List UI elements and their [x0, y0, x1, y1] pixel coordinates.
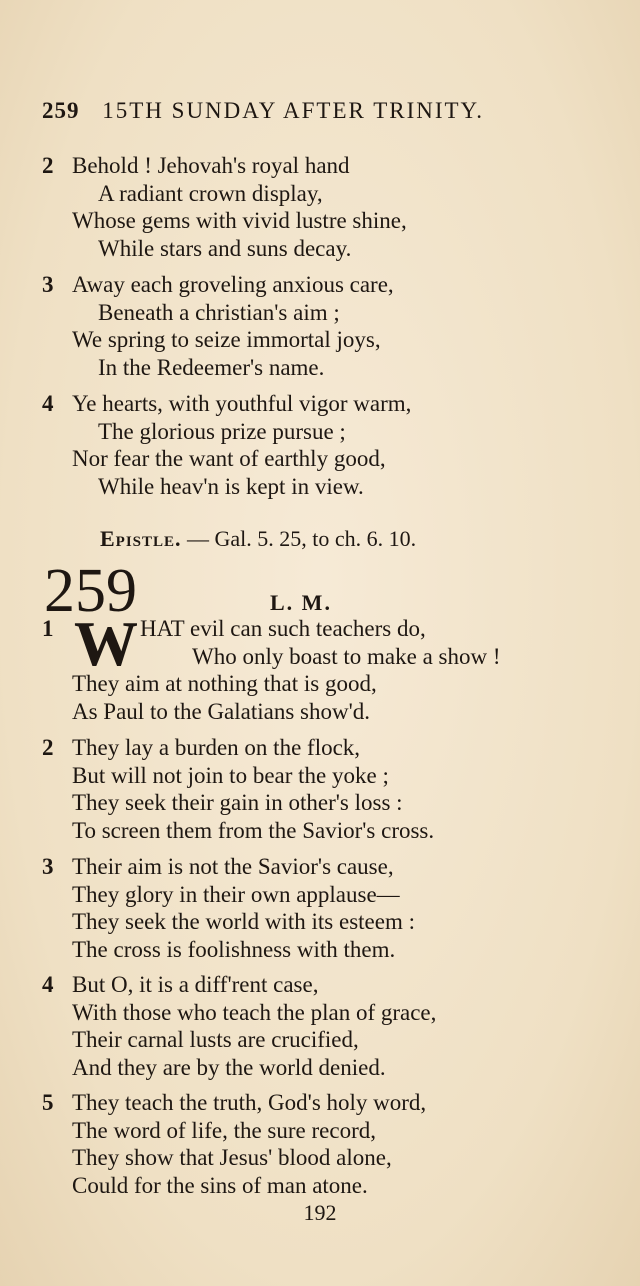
verse-line: They teach the truth, God's holy word, — [72, 1090, 427, 1115]
footer-page-number: 192 — [303, 1200, 337, 1225]
verse-line: We spring to seize immortal joys, — [72, 327, 381, 352]
verse-line: While heav'n is kept in view. — [98, 473, 364, 499]
epistle-reference — [100, 526, 416, 552]
header-page-number: 259 — [42, 98, 80, 123]
prev-verse-2 — [42, 152, 602, 262]
verse-line: To screen them from the Savior's cross. — [72, 817, 435, 843]
verse-line: They show that Jesus' blood alone, — [72, 1145, 392, 1170]
verse-line: Ye hearts, with youthful vigor warm, — [72, 391, 412, 416]
verse-number: 5 — [42, 1090, 54, 1115]
verse-number: 4 — [42, 972, 54, 997]
verse-line: But O, it is a diff'rent case, — [72, 972, 319, 997]
verse-line: And they are by the world denied. — [72, 1054, 386, 1080]
epistle-citation: — Gal. 5. 25, to ch. 6. 10. — [187, 526, 417, 551]
verse-line: Could for the sins of man atone. — [72, 1172, 368, 1198]
verse-number: 2 — [42, 735, 54, 760]
verse-line: The word of life, the sure record, — [72, 1117, 376, 1143]
verse-line: In the Redeemer's name. — [98, 354, 325, 380]
verse-line: Away each groveling anxious care, — [72, 272, 394, 297]
verse-line: While stars and suns decay. — [98, 235, 352, 261]
verse-line: They seek the world with its esteem : — [72, 909, 416, 934]
verse-line: Their aim is not the Savior's cause, — [72, 854, 394, 879]
verse-line: They glory in their own applause— — [72, 881, 400, 907]
header-title: 15TH SUNDAY AFTER TRINITY. — [102, 98, 484, 123]
verse-number: 2 — [42, 153, 54, 178]
hymn-number: 259 — [44, 557, 137, 625]
verse-line: A radiant crown display, — [98, 180, 323, 206]
verse-line: As Paul to the Galatians show'd. — [72, 699, 371, 724]
verse-line: With those who teach the plan of grace, — [72, 999, 437, 1025]
hymn-meter: L. M. — [270, 590, 332, 615]
prev-verse-3 — [42, 271, 602, 381]
verse-line: Whose gems with vivid lustre shine, — [72, 208, 407, 233]
verse-number: 3 — [42, 854, 54, 879]
verse-line: They lay a burden on the flock, — [72, 735, 361, 760]
verse-line: The glorious prize pursue ; — [98, 418, 346, 444]
hymn-verse-2 — [42, 734, 602, 844]
verse-line: They aim at nothing that is good, — [72, 671, 377, 696]
epistle-label: Epistle. — [100, 526, 182, 551]
verse-line: HAT evil can such teachers do, — [140, 616, 426, 641]
drop-cap: W — [74, 608, 138, 679]
running-header — [42, 98, 602, 124]
verse-line: Behold ! Jehovah's royal hand — [72, 153, 350, 178]
verse-number: 1 — [42, 616, 54, 641]
verse-line: Their carnal lusts are crucified, — [72, 1027, 359, 1052]
verse-line: The cross is foolishness with them. — [72, 936, 396, 962]
hymn-verse-3 — [42, 853, 602, 963]
verse-line: Nor fear the want of earthly good, — [72, 446, 386, 471]
verse-number: 4 — [42, 391, 54, 416]
verse-number: 3 — [42, 272, 54, 297]
prev-verse-4 — [42, 390, 602, 500]
hymn-verse-4 — [42, 971, 602, 1081]
hymn-verse-5 — [42, 1089, 602, 1199]
verse-line: But will not join to bear the yoke ; — [72, 762, 389, 788]
verse-line: Who only boast to make a show ! — [192, 644, 501, 669]
verse-line: Beneath a christian's aim ; — [98, 299, 340, 325]
verse-line: They seek their gain in other's loss : — [72, 790, 403, 815]
